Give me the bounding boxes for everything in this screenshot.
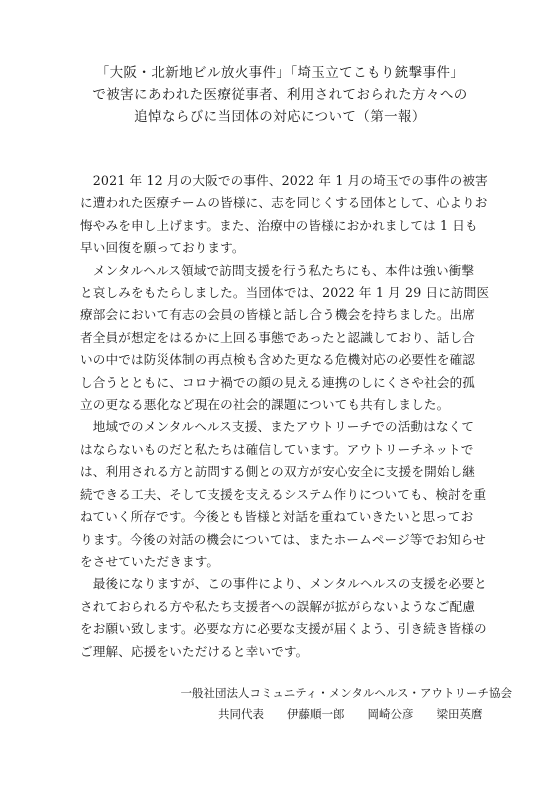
body-line: いの中では防災体制の再点検も含めた更なる危機対応の必要性を確認 — [80, 352, 476, 368]
body-line: ねていく所存です。今後とも皆様と対話を重ねていきたいと思ってお — [80, 509, 474, 525]
title-line: 「大阪・北新地ビル放火事件」「埼玉立てこもり銃撃事件」 — [95, 65, 465, 81]
document-body — [80, 170, 498, 663]
body-line: ります。今後の対話の機会については、またホームページ等でお知らせ — [80, 531, 486, 547]
body-line: 地域でのメンタルヘルス支援、またアウトリーチでの活動はなくて — [80, 419, 475, 435]
organization-name: 一般社団法人コミュニティ・メンタルヘルス・アウトリーチ協会 — [180, 686, 512, 700]
representatives: 共同代表 伊藤順一郎 岡崎公彦 梁田英麿 — [218, 707, 483, 721]
body-line: は、利用される方と訪問する側との双方が安心安全に支援を開始し継 — [80, 464, 476, 480]
body-line: 2021 年 12 月の大阪での事件、2022 年 1 月の埼玉での事件の被害 — [80, 173, 488, 188]
title-line: で被害にあわれた医療従事者、利用されておられた方々への — [92, 87, 468, 103]
body-line: はならないものだと私たちは確信しています。アウトリーチネットで — [80, 441, 474, 457]
document-title — [40, 62, 520, 128]
body-line: し合うとともに、コロナ禍での顔の見える連携のしにくさや社会的孤 — [80, 374, 476, 390]
body-line: されておられる方や私たち支援者への誤解が拡がらないようなご配慮 — [80, 598, 476, 614]
signature-block — [180, 683, 512, 725]
body-line: 最後になりますが、この事件により、メンタルヘルスの支援を必要と — [80, 576, 487, 592]
body-line: ご理解、応援をいただけると幸いです。 — [80, 643, 309, 659]
body-line: 悔やみを申し上げます。また、治療中の皆様におかれましては 1 日も — [80, 217, 478, 233]
body-line: 療部会において有志の会員の皆様と話し合う機会を持ちました。出席 — [80, 307, 476, 323]
body-line: をさせていただきます。 — [80, 553, 220, 569]
body-line: 続できる工夫、そして支援を支えるシステム作りについても、検討を重 — [80, 486, 487, 502]
body-line: に遭われた医療チームの皆様に、志を同じくする団体として、心よりお — [80, 195, 488, 211]
body-line: 者全員が想定をはるかに上回る事態であったと認識しており、話し合 — [80, 329, 475, 345]
body-line: をお願い致します。必要な方に必要な支援が届くよう、引き続き皆様の — [80, 621, 487, 637]
body-line: 早い回復を願っております。 — [80, 240, 245, 256]
title-line: 追悼ならびに当団体の対応について（第一報） — [134, 109, 426, 125]
body-line: と哀しみをもたらしました。当団体では、2022 年 1 月 29 日に訪問医 — [80, 285, 490, 301]
body-line: メンタルヘルス領域で訪問支援を行う私たちにも、本件は強い衝撃 — [80, 262, 475, 278]
body-line: 立の更なる悪化など現在の社会的課題についても共有しました。 — [80, 397, 450, 413]
